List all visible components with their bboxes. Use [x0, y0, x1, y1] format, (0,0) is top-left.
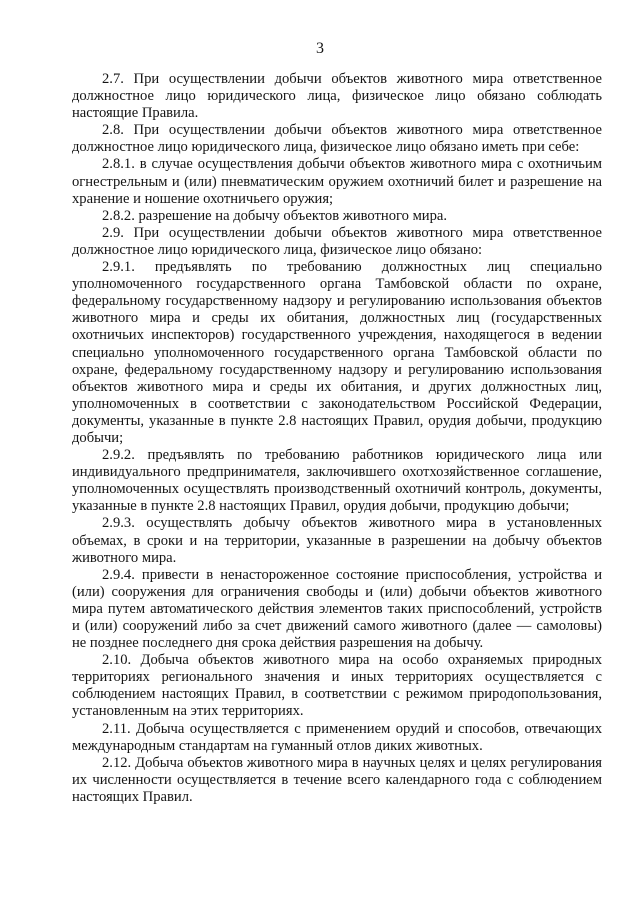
paragraph-2-9-2: 2.9.2. предъявлять по требованию работников юридического лица или индивидуального предпринимателя, заключившего охотхозяйственное соглашение, уполномоченных осуществлять производственный охотничий контроль, документы, указанные в пункте 2.8 настоящих Правил, орудия добычи, продукцию добычи;	[72, 447, 602, 515]
paragraph-2-11: 2.11. Добыча осуществляется с применением орудий и способов, отвечающих международным стандартам на гуманный отлов диких животных.	[72, 720, 602, 754]
paragraph-2-9: 2.9. При осуществлении добычи объектов животного мира ответственное должностное лицо юридического лица, физическое лицо обязано:	[72, 224, 602, 258]
paragraph-2-8-2: 2.8.2. разрешение на добычу объектов животного мира.	[102, 207, 448, 224]
page-number: 3	[316, 40, 324, 57]
document-body	[72, 71, 602, 806]
paragraph-2-8-1: 2.8.1. в случае осуществления добычи объектов животного мира с охотничьим огнестрельным и (или) пневматическим оружием охотничий билет и разрешение на хранение и ношение охотничьего оружия;	[72, 156, 602, 207]
paragraph-2-9-3: 2.9.3. осуществлять добычу объектов животного мира в установленных объемах, в сроки и на территории, указанные в разрешении на добычу объектов животного мира.	[72, 515, 602, 566]
paragraph-2-10: 2.10. Добыча объектов животного мира на особо охраняемых природных территориях регионального значения и иных территориях осуществляется с соблюдением настоящих Правил, в соответствии с режимом природопользования, установленным на этих территориях.	[72, 652, 602, 720]
paragraph-2-9-4: 2.9.4. привести в ненастороженное состояние приспособления, устройства и (или) сооружения для ограничения свободы и (или) добычи объектов животного мира путем автоматического действия элементов таких приспособлений, устройств и (или) сооружений либо за счет движений самого животного (далее — самоловы) не позднее последнего дня срока действия разрешения на добычу.	[72, 566, 602, 652]
paragraph-2-7: 2.7. При осуществлении добычи объектов животного мира ответственное должностное лицо юридического лица, физическое лицо обязано соблюдать настоящие Правила.	[72, 71, 602, 122]
paragraph-2-9-1: 2.9.1. предъявлять по требованию должностных лиц специально уполномоченного государственного органа Тамбовской области по охране, федеральному государственному надзору и регулированию использования объектов животного мира и среды их обитания, должностных лиц (государственных охотничьих инспекторов) государственного учреждения, находящегося в ведении специально уполномоченного государственного органа Тамбовской области по охране, федеральному государственному надзору и регулированию использования объектов животного мира и среды их обитания, и других должностных лиц, уполномоченных в соответствии с законодательством Российской Федерации, документы, указанные в пункте 2.8 настоящих Правил, орудия добычи, продукцию добычи;	[72, 259, 602, 446]
paragraph-2-8: 2.8. При осуществлении добычи объектов животного мира ответственное должностное лицо юридического лица, физическое лицо обязано иметь при себе:	[72, 122, 602, 156]
paragraph-2-12: 2.12. Добыча объектов животного мира в научных целях и целях регулирования их численности осуществляется в течение всего календарного года с соблюдением настоящих Правил.	[72, 754, 602, 805]
